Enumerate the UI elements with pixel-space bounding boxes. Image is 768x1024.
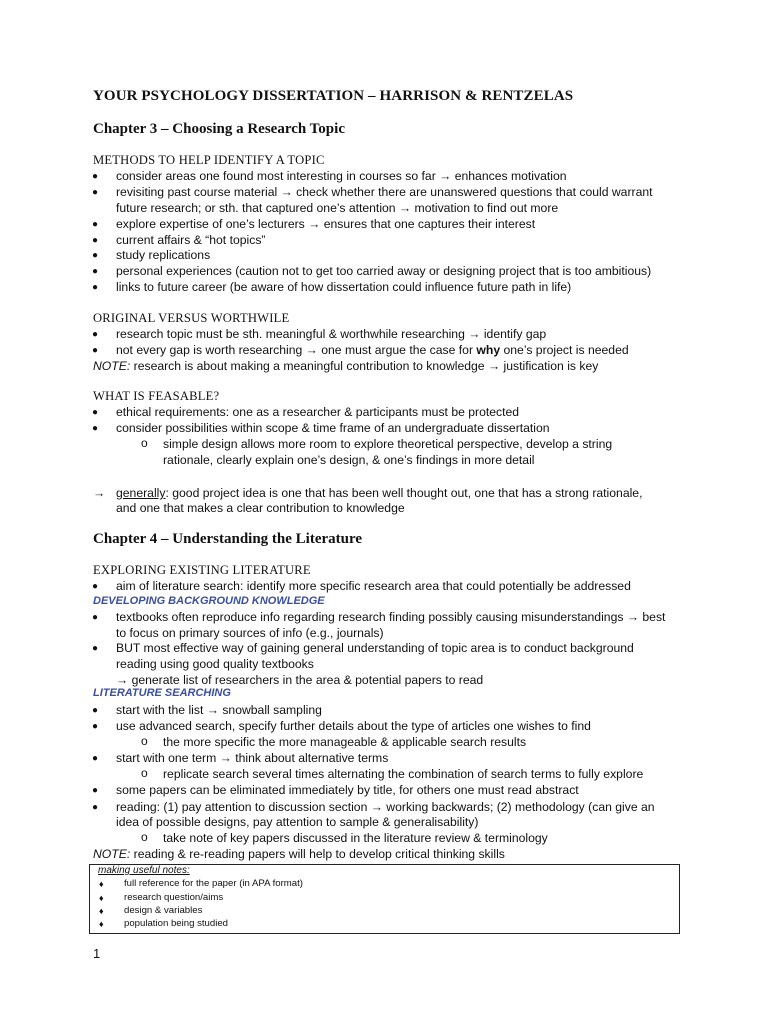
document-title: YOUR PSYCHOLOGY DISSERTATION – HARRISON & RENTZELAS: [93, 88, 574, 104]
useful-notes-title: making useful notes:: [98, 865, 190, 876]
diamond-bullet-icon: ♦: [99, 893, 104, 903]
searching-heading: LITERATURE SEARCHING: [93, 687, 231, 699]
generally-label: generally: [116, 486, 166, 500]
bullet-icon: ●: [92, 802, 99, 813]
sub-list-item: take note of key papers discussed in the literature review & terminology: [163, 831, 548, 845]
sub-list-item-continued: rationale, clearly explain one’s design, & one’s findings in more detail: [163, 453, 535, 467]
list-item: some papers can be eliminated immediately by title, for others one must read abstract: [116, 783, 579, 797]
notes-item: population being studied: [124, 918, 229, 929]
bullet-icon: ●: [92, 329, 99, 340]
list-item-text: not every gap is worth researching → one must argue the case for: [116, 343, 477, 357]
original-heading: ORIGINAL VERSUS WORTHWILE: [93, 311, 290, 325]
list-item: study replications: [116, 248, 211, 262]
circle-bullet-icon: o: [141, 734, 148, 748]
bullet-icon: ●: [92, 643, 99, 654]
arrow-icon: →: [93, 486, 106, 500]
page-number: 1: [93, 946, 101, 961]
bullet-icon: ●: [92, 753, 99, 764]
feasible-heading: WHAT IS FEASABLE?: [93, 389, 220, 403]
list-item: textbooks often reproduce info regarding research finding possibly causing misunderstandings → best: [116, 610, 666, 624]
notes-item: design & variables: [124, 905, 203, 916]
bullet-icon: ●: [92, 721, 99, 732]
list-item: ethical requirements: one as a researcher & participants must be protected: [116, 405, 520, 419]
list-item: start with one term → think about alternative terms: [116, 751, 389, 765]
bullet-icon: ●: [92, 581, 99, 592]
list-item-continued: → generate list of researchers in the area & potential papers to read: [116, 673, 484, 687]
generally-line-continued: and one that makes a clear contribution to knowledge: [116, 501, 405, 515]
list-item: consider possibilities within scope & time frame of an undergraduate dissertation: [116, 421, 550, 435]
list-item: research topic must be sth. meaningful & worthwhile researching → identify gap: [116, 327, 547, 341]
bullet-icon: ●: [92, 345, 99, 356]
circle-bullet-icon: o: [141, 830, 148, 844]
bullet-icon: ●: [92, 705, 99, 716]
notes-item: research question/aims: [124, 892, 224, 903]
bullet-icon: ●: [92, 282, 99, 293]
note-text: research is about making a meaningful contribution to knowledge → justification is key: [130, 359, 599, 373]
list-item-continued: to focus on primary sources of info (e.g., journals): [116, 626, 384, 640]
sub-list-item: simple design allows more room to explore theoretical perspective, develop a string: [163, 437, 613, 451]
list-item-continued: idea of possible designs, pay attention to sample & generalisability): [116, 815, 479, 829]
sub-list-item: the more specific the more manageable & applicable search results: [163, 735, 527, 749]
circle-bullet-icon: o: [141, 766, 148, 780]
bullet-icon: ●: [92, 219, 99, 230]
background-heading: DEVELOPING BACKGROUND KNOWLEDGE: [93, 595, 325, 607]
methods-heading: METHODS TO HELP IDENTIFY A TOPIC: [93, 153, 325, 167]
list-item: links to future career (be aware of how dissertation could influence future path in life): [116, 280, 572, 294]
bullet-icon: ●: [92, 266, 99, 277]
list-item: [116, 343, 629, 357]
list-item-continued: future research; or sth. that captured one’s attention → motivation to find out more: [116, 201, 559, 215]
useful-notes-box: [89, 864, 680, 934]
list-item: use advanced search, specify further details about the type of articles one wishes to find: [116, 719, 591, 733]
notes-item: full reference for the paper (in APA format): [124, 878, 303, 889]
list-item: revisiting past course material → check whether there are unanswered questions that could warrant: [116, 185, 653, 199]
list-item: current affairs & “hot topics”: [116, 233, 266, 247]
bullet-icon: ●: [92, 171, 99, 182]
bullet-icon: ●: [92, 612, 99, 623]
list-item: aim of literature search: identify more specific research area that could potentially be addressed: [116, 579, 631, 593]
list-item: BUT most effective way of gaining general understanding of topic area is to conduct background: [116, 641, 634, 655]
note-label: NOTE:: [93, 359, 131, 373]
bullet-icon: ●: [92, 235, 99, 246]
list-item: reading: (1) pay attention to discussion section → working backwards; (2) methodology (can give an: [116, 800, 655, 814]
bullet-icon: ●: [92, 250, 99, 261]
list-item: explore expertise of one’s lecturers → ensures that one captures their interest: [116, 217, 536, 231]
list-item-continued: reading using good quality textbooks: [116, 657, 314, 671]
chapter-3-heading: Chapter 3 – Choosing a Research Topic: [93, 121, 345, 137]
exploring-heading: EXPLORING EXISTING LITERATURE: [93, 563, 311, 577]
bullet-icon: ●: [92, 187, 99, 198]
note-label: NOTE:: [93, 847, 131, 861]
generally-line: [116, 486, 642, 500]
list-item: personal experiences (caution not to get too carried away or designing project that is too ambitious): [116, 264, 652, 278]
generally-text: : good project idea is one that has been well thought out, one that has a strong rationale,: [165, 486, 643, 500]
note-line: [93, 359, 598, 373]
list-item: start with the list → snowball sampling: [116, 703, 322, 717]
chapter-4-heading: Chapter 4 – Understanding the Literature: [93, 531, 363, 547]
list-item-text: one’s project is needed: [500, 343, 629, 357]
bullet-icon: ●: [92, 785, 99, 796]
diamond-bullet-icon: ♦: [99, 906, 104, 916]
bullet-icon: ●: [92, 423, 99, 434]
note-line: [93, 847, 505, 861]
diamond-bullet-icon: ♦: [99, 879, 104, 889]
sub-list-item: replicate search several times alternating the combination of search terms to fully explore: [163, 767, 644, 781]
diamond-bullet-icon: ♦: [99, 919, 104, 929]
list-item: consider areas one found most interesting in courses so far → enhances motivation: [116, 169, 567, 183]
circle-bullet-icon: o: [141, 436, 148, 450]
note-text: reading & re-reading papers will help to develop critical thinking skills: [130, 847, 505, 861]
emphasis-why: why: [476, 343, 501, 357]
bullet-icon: ●: [92, 407, 99, 418]
